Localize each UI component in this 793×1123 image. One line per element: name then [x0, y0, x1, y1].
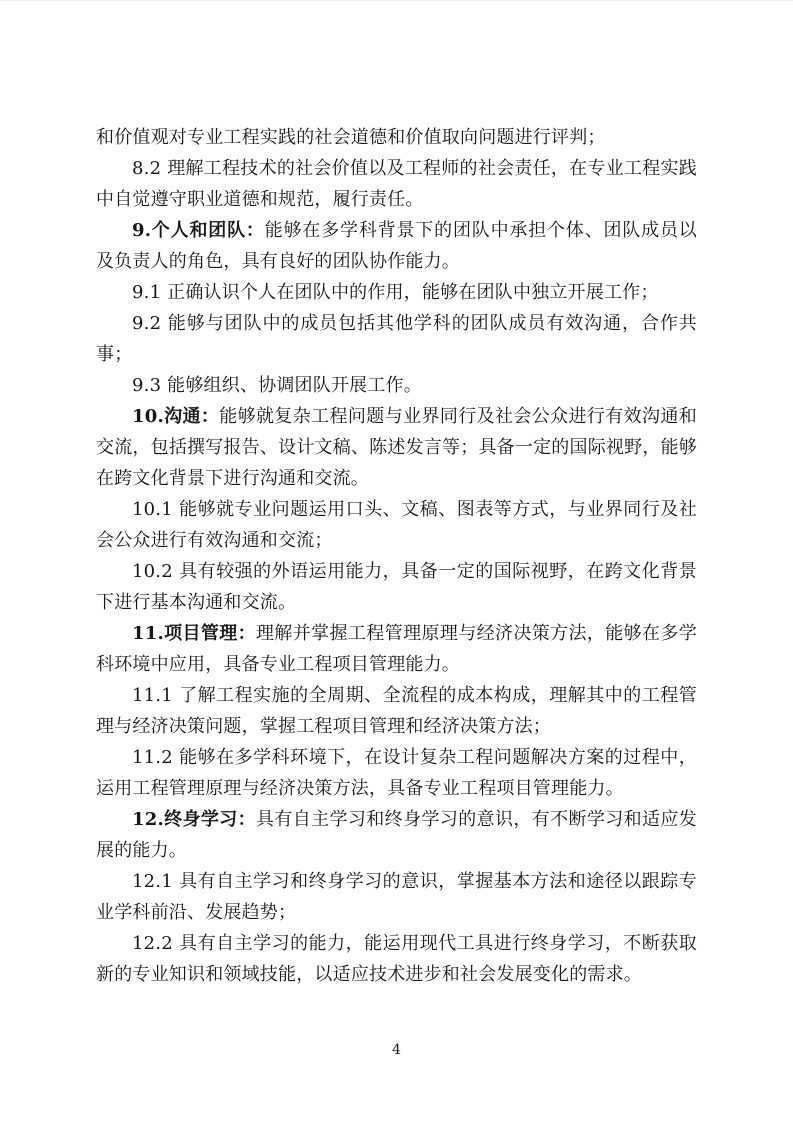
paragraph: 11.项目管理：理解并掌握工程管理原理与经济决策方法，能够在多学科环境中应用，具备专业工程项目管理能力。 [96, 623, 697, 675]
page-number: 4 [392, 1042, 401, 1058]
paragraph: 10.2 具有较强的外语运用能力，具备一定的国际视野，在跨文化背景下进行基本沟通和交流。 [96, 561, 697, 613]
paragraph: 11.2 能够在多学科环境下，在设计复杂工程问题解决方案的过程中，运用工程管理原理与经济决策方法，具备专业工程项目管理能力。 [96, 747, 697, 799]
paragraph: 12.2 具有自主学习的能力，能运用现代工具进行终身学习，不断获取新的专业知识和领域技能，以适应技术进步和社会发展变化的需求。 [96, 933, 697, 985]
paragraph-lead: 12.终身学习： [132, 809, 257, 830]
paragraph: 12.终身学习：具有自主学习和终身学习的意识，有不断学习和适应发展的能力。 [96, 809, 697, 861]
paragraph: 12.1 具有自主学习和终身学习的意识，掌握基本方法和途径以跟踪专业学科前沿、发展趋势； [96, 871, 697, 923]
paragraph: 10.1 能够就专业问题运用口头、文稿、图表等方式，与业界同行及社会公众进行有效沟通和交流； [96, 499, 697, 551]
paragraph: 10.沟通：能够就复杂工程问题与业界同行及社会公众进行有效沟通和交流，包括撰写报告、设计文稿、陈述发言等；具备一定的国际视野，能够在跨文化背景下进行沟通和交流。 [96, 406, 697, 489]
paragraph-lead: 9.个人和团队： [132, 220, 265, 241]
paragraph-lead: 10.沟通： [132, 406, 220, 427]
paragraph: 9.个人和团队：能够在多学科背景下的团队中承担个体、团队成员以及负责人的角色，具有良好的团队协作能力。 [96, 220, 698, 272]
page-body [96, 122, 697, 990]
paragraph: 9.3 能够组织、协调团队开展工作。 [132, 375, 422, 396]
paragraph: 和价值观对专业工程实践的社会道德和价值取向问题进行评判； [96, 127, 606, 148]
paragraph: 9.1 正确认识个人在团队中的作用，能够在团队中独立开展工作； [132, 282, 659, 303]
paragraph: 11.1 了解工程实施的全周期、全流程的成本构成，理解其中的工程管理与经济决策问题，掌握工程项目管理和经济决策方法； [96, 685, 697, 737]
paragraph: 9.2 能够与团队中的成员包括其他学科的团队成员有效沟通，合作共事； [96, 313, 697, 365]
paragraph-lead: 11.项目管理： [132, 623, 257, 644]
paragraph: 8.2 理解工程技术的社会价值以及工程师的社会责任，在专业工程实践中自觉遵守职业道德和规范，履行责任。 [96, 158, 697, 210]
